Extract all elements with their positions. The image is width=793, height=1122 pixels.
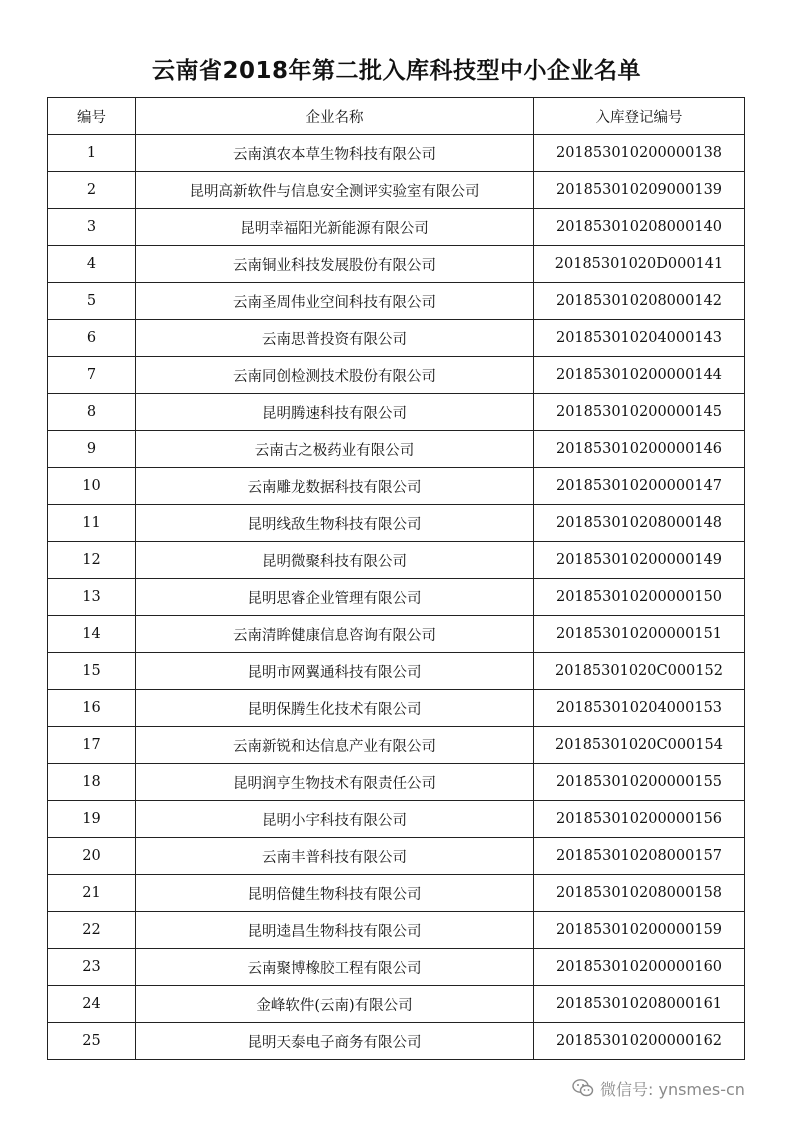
registration-number: 201853010200000144 xyxy=(534,357,745,394)
table-row xyxy=(48,1023,745,1060)
registration-number: 201853010200000156 xyxy=(534,801,745,838)
header-registration-number: 入库登记编号 xyxy=(534,98,745,135)
table-row xyxy=(48,986,745,1023)
registration-number: 201853010209000139 xyxy=(534,172,745,209)
header-number: 编号 xyxy=(48,98,136,135)
company-name: 昆明市网翼通科技有限公司 xyxy=(136,653,534,690)
registration-number: 201853010208000161 xyxy=(534,986,745,1023)
row-number: 13 xyxy=(48,579,136,616)
registration-number: 201853010200000150 xyxy=(534,579,745,616)
registration-number: 20185301020D000141 xyxy=(534,246,745,283)
registration-number: 20185301020C000154 xyxy=(534,727,745,764)
row-number: 21 xyxy=(48,875,136,912)
registration-number: 201853010200000151 xyxy=(534,616,745,653)
registration-number: 201853010200000159 xyxy=(534,912,745,949)
registration-number: 201853010204000143 xyxy=(534,320,745,357)
table-row xyxy=(48,135,745,172)
table-body xyxy=(48,135,745,1060)
table-row xyxy=(48,616,745,653)
row-number: 23 xyxy=(48,949,136,986)
registration-number: 201853010200000138 xyxy=(534,135,745,172)
header-company-name: 企业名称 xyxy=(136,98,534,135)
table-row xyxy=(48,394,745,431)
company-name: 昆明线敌生物科技有限公司 xyxy=(136,505,534,542)
enterprise-table xyxy=(47,97,745,1060)
table-row xyxy=(48,653,745,690)
table-row xyxy=(48,949,745,986)
registration-number: 201853010208000142 xyxy=(534,283,745,320)
company-name: 昆明倍健生物科技有限公司 xyxy=(136,875,534,912)
row-number: 12 xyxy=(48,542,136,579)
table-row xyxy=(48,801,745,838)
company-name: 云南同创检测技术股份有限公司 xyxy=(136,357,534,394)
table-row xyxy=(48,727,745,764)
table-row xyxy=(48,431,745,468)
row-number: 25 xyxy=(48,1023,136,1060)
table-row xyxy=(48,690,745,727)
company-name: 云南丰普科技有限公司 xyxy=(136,838,534,875)
table-row xyxy=(48,542,745,579)
row-number: 6 xyxy=(48,320,136,357)
document-title: 云南省2018年第二批入库科技型中小企业名单 xyxy=(151,58,641,84)
table-row xyxy=(48,209,745,246)
company-name: 昆明保腾生化技术有限公司 xyxy=(136,690,534,727)
table-row xyxy=(48,838,745,875)
company-name: 云南铜业科技发展股份有限公司 xyxy=(136,246,534,283)
row-number: 1 xyxy=(48,135,136,172)
row-number: 22 xyxy=(48,912,136,949)
table-row xyxy=(48,579,745,616)
table-row xyxy=(48,912,745,949)
wechat-icon xyxy=(572,1078,594,1098)
table-row xyxy=(48,468,745,505)
table-row xyxy=(48,764,745,801)
company-name: 云南清眸健康信息咨询有限公司 xyxy=(136,616,534,653)
table-row xyxy=(48,246,745,283)
row-number: 19 xyxy=(48,801,136,838)
company-name: 云南思普投资有限公司 xyxy=(136,320,534,357)
company-name: 昆明腾速科技有限公司 xyxy=(136,394,534,431)
wechat-watermark xyxy=(572,1077,745,1099)
company-name: 云南圣周伟业空间科技有限公司 xyxy=(136,283,534,320)
registration-number: 201853010200000149 xyxy=(534,542,745,579)
company-name: 云南新锐和达信息产业有限公司 xyxy=(136,727,534,764)
company-name: 昆明思睿企业管理有限公司 xyxy=(136,579,534,616)
table-row xyxy=(48,172,745,209)
row-number: 9 xyxy=(48,431,136,468)
registration-number: 201853010200000155 xyxy=(534,764,745,801)
table-row xyxy=(48,505,745,542)
company-name: 昆明高新软件与信息安全测评实验室有限公司 xyxy=(136,172,534,209)
registration-number: 201853010200000146 xyxy=(534,431,745,468)
row-number: 5 xyxy=(48,283,136,320)
row-number: 3 xyxy=(48,209,136,246)
company-name: 云南雕龙数据科技有限公司 xyxy=(136,468,534,505)
registration-number: 201853010200000145 xyxy=(534,394,745,431)
company-name: 云南聚博橡胶工程有限公司 xyxy=(136,949,534,986)
company-name: 金峰软件(云南)有限公司 xyxy=(136,986,534,1023)
registration-number: 20185301020C000152 xyxy=(534,653,745,690)
row-number: 18 xyxy=(48,764,136,801)
registration-number: 201853010200000147 xyxy=(534,468,745,505)
row-number: 10 xyxy=(48,468,136,505)
registration-number: 201853010208000157 xyxy=(534,838,745,875)
table-row xyxy=(48,320,745,357)
company-name: 昆明逵昌生物科技有限公司 xyxy=(136,912,534,949)
row-number: 2 xyxy=(48,172,136,209)
row-number: 24 xyxy=(48,986,136,1023)
row-number: 8 xyxy=(48,394,136,431)
company-name: 昆明小宇科技有限公司 xyxy=(136,801,534,838)
row-number: 4 xyxy=(48,246,136,283)
row-number: 17 xyxy=(48,727,136,764)
row-number: 14 xyxy=(48,616,136,653)
row-number: 16 xyxy=(48,690,136,727)
row-number: 15 xyxy=(48,653,136,690)
company-name: 云南古之极药业有限公司 xyxy=(136,431,534,468)
company-name: 昆明幸福阳光新能源有限公司 xyxy=(136,209,534,246)
row-number: 11 xyxy=(48,505,136,542)
watermark-text: 微信号: ynsmes-cn xyxy=(600,1079,745,1099)
registration-number: 201853010200000162 xyxy=(534,1023,745,1060)
registration-number: 201853010208000158 xyxy=(534,875,745,912)
row-number: 20 xyxy=(48,838,136,875)
row-number: 7 xyxy=(48,357,136,394)
table-row xyxy=(48,875,745,912)
company-name: 昆明润亨生物技术有限责任公司 xyxy=(136,764,534,801)
registration-number: 201853010204000153 xyxy=(534,690,745,727)
registration-number: 201853010208000140 xyxy=(534,209,745,246)
table-header-row xyxy=(48,98,745,135)
table-row xyxy=(48,283,745,320)
registration-number: 201853010200000160 xyxy=(534,949,745,986)
company-name: 昆明天泰电子商务有限公司 xyxy=(136,1023,534,1060)
company-name: 云南滇农本草生物科技有限公司 xyxy=(136,135,534,172)
registration-number: 201853010208000148 xyxy=(534,505,745,542)
company-name: 昆明微聚科技有限公司 xyxy=(136,542,534,579)
table-row xyxy=(48,357,745,394)
